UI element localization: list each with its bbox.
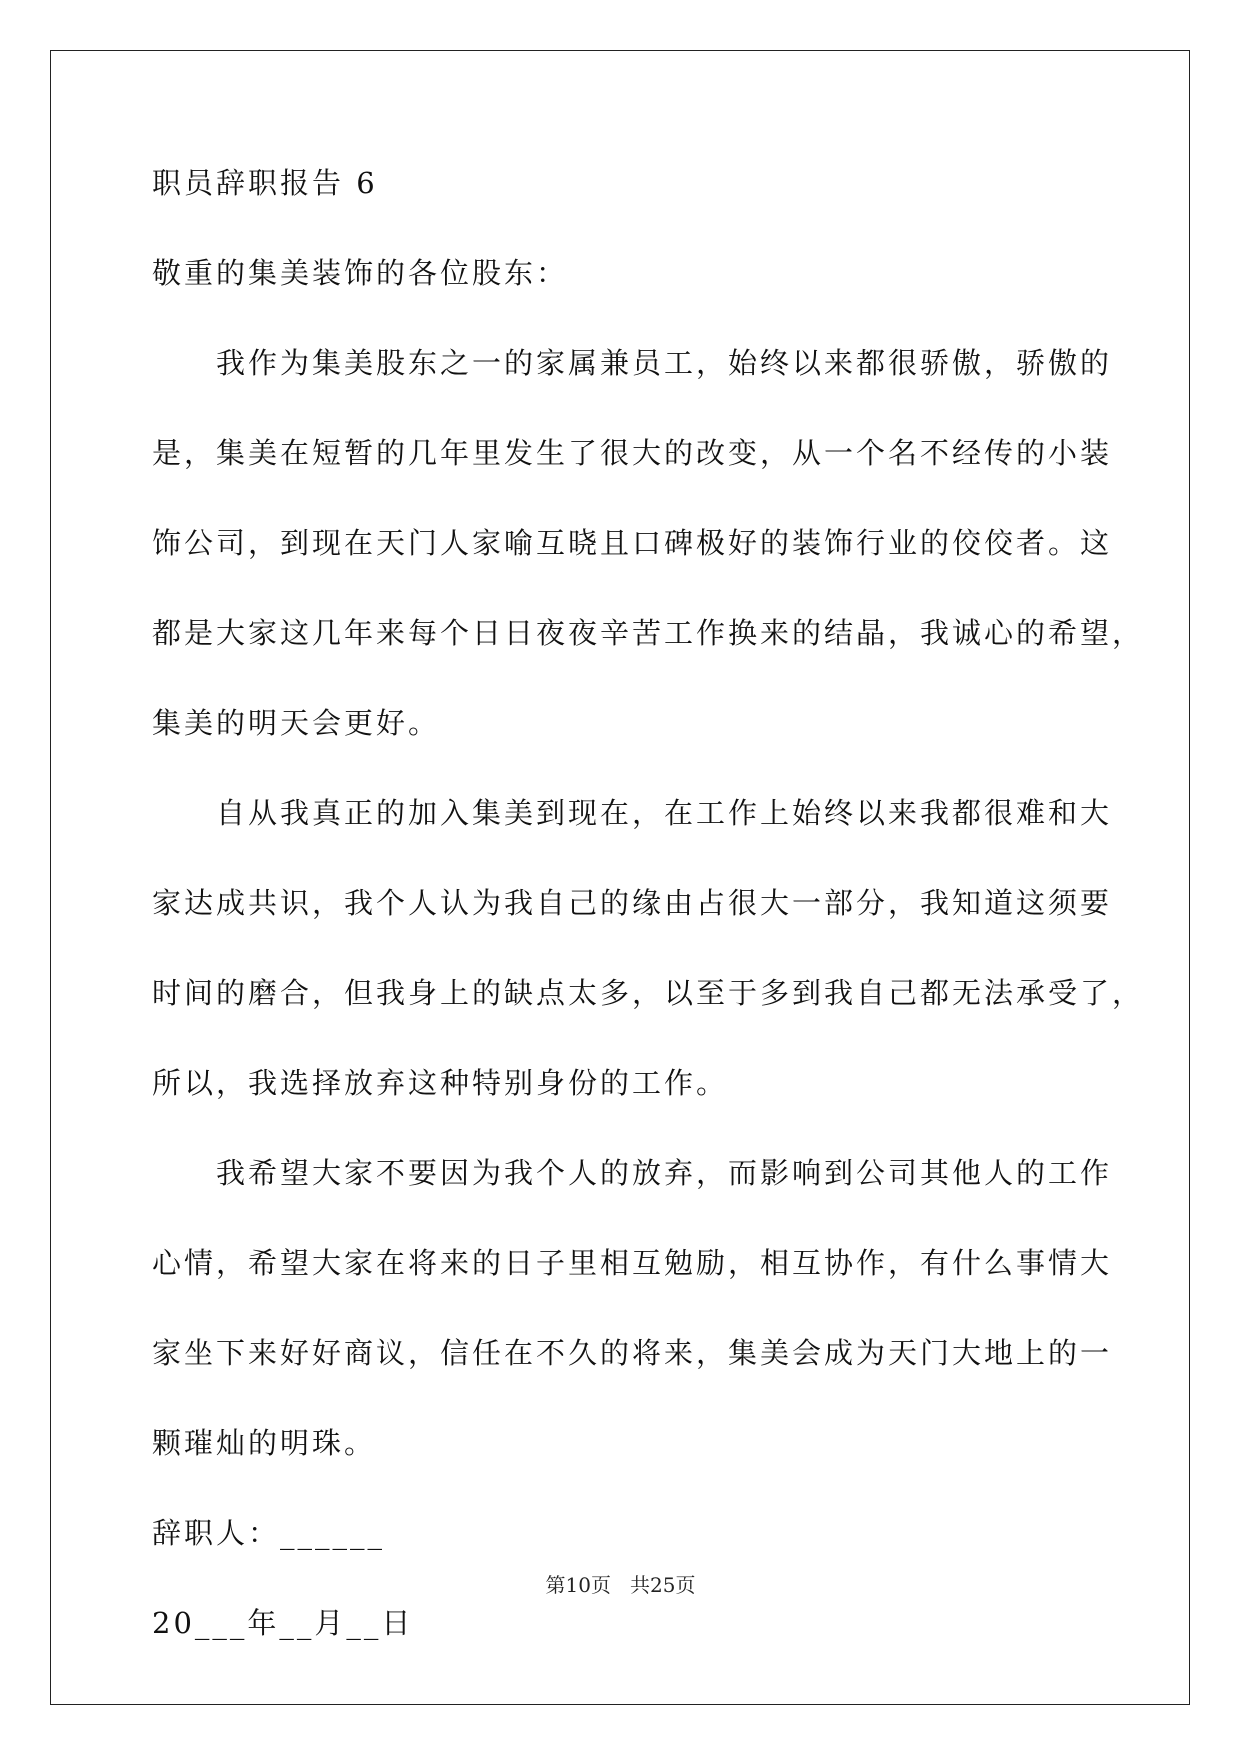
paragraph-line: 时间的磨合，但我身上的缺点太多，以至于多到我自己都无法承受了， (152, 976, 1145, 1010)
paragraph-1 (152, 343, 1145, 743)
paragraph-line: 颗璀灿的明珠。 (152, 1426, 377, 1460)
paragraph-line: 都是大家这几年来每个日日夜夜辛苦工作换来的结晶，我诚心的希望， (152, 616, 1145, 650)
paragraph-line: 集美的明天会更好。 (152, 706, 441, 740)
paragraph-line: 家坐下来好好商议，信任在不久的将来，集美会成为天门大地上的一 (152, 1336, 1113, 1370)
paragraph-line: 所以，我选择放弃这种特别身份的工作。 (152, 1066, 729, 1100)
document-title: 职员辞职报告 6 (152, 166, 378, 200)
paragraph-line: 饰公司，到现在天门人家喻互晓且口碑极好的装饰行业的佼佼者。这 (152, 526, 1113, 560)
salutation: 敬重的集美装饰的各位股东： (152, 256, 569, 290)
paragraph-line: 是，集美在短暂的几年里发生了很大的改变，从一个名不经传的小装 (152, 436, 1113, 470)
page-number-footer: 第10页 共25页 (545, 1573, 696, 1597)
paragraph-line: 家达成共识，我个人认为我自己的缘由占很大一部分，我知道这须要 (152, 886, 1113, 920)
paragraph-line: 心情，希望大家在将来的日子里相互勉励，相互协作，有什么事情大 (152, 1246, 1113, 1280)
signature-line: 辞职人：______ (152, 1516, 386, 1550)
paragraph-2 (152, 793, 1145, 1103)
paragraph-line: 我作为集美股东之一的家属兼员工，始终以来都很骄傲，骄傲的 (216, 346, 1113, 380)
paragraph-line: 我希望大家不要因为我个人的放弃，而影响到公司其他人的工作 (216, 1156, 1113, 1190)
paragraph-3 (152, 1153, 1120, 1463)
date-line: 20___年__月__日 (152, 1606, 414, 1640)
document-body (152, 163, 1145, 1693)
paragraph-line: 自从我真正的加入集美到现在，在工作上始终以来我都很难和大 (216, 796, 1113, 830)
